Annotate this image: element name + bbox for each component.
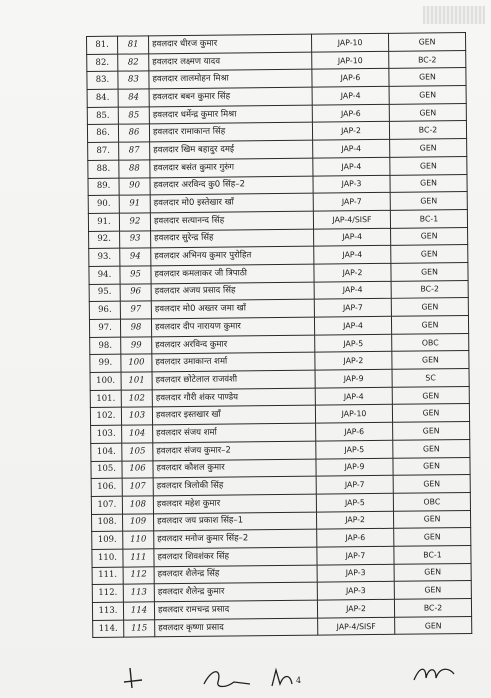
category-cell: GEN [393, 475, 470, 493]
unit-cell: JAP-2 [315, 352, 392, 370]
name-cell: हवलदार संजय शर्मा [153, 423, 316, 442]
list-number-cell: 94 [120, 248, 151, 266]
unit-cell: JAP-10 [312, 51, 389, 69]
name-cell: हवलदार संजय कुमार–2 [153, 441, 316, 460]
unit-cell: JAP-4 [312, 86, 389, 104]
category-cell: GEN [394, 563, 471, 581]
list-number-cell: 102 [121, 390, 152, 408]
name-cell: हवलदार अरविन्द कुमार [152, 335, 315, 354]
list-number-cell: 86 [118, 124, 149, 142]
name-cell: हवलदार धीरज कुमार [149, 34, 312, 53]
name-cell: हवलदार बसंत कुमार गुरुंग [150, 158, 313, 177]
name-cell: हवलदार कमलाकर जी त्रिपाठी [151, 264, 314, 283]
unit-cell: JAP-4 [314, 281, 391, 299]
list-number-cell: 111 [123, 549, 154, 567]
name-cell: हवलदार अरविन्द कु0 सिंह–2 [150, 176, 313, 195]
category-cell: GEN [393, 510, 470, 528]
list-number-cell: 81 [118, 36, 149, 54]
serial-number-cell: 81. [87, 36, 118, 54]
unit-cell: JAP-7 [317, 546, 394, 564]
serial-number-cell: 88. [88, 160, 119, 178]
page-number: 4 [296, 676, 302, 685]
unit-cell: JAP-2 [316, 511, 393, 529]
category-cell: BC-1 [394, 545, 471, 563]
serial-number-cell: 83. [87, 72, 118, 90]
list-number-cell: 114 [123, 602, 154, 620]
unit-cell: JAP-6 [312, 69, 389, 87]
unit-cell: JAP-6 [316, 422, 393, 440]
serial-number-cell: 102. [90, 408, 121, 426]
list-number-cell: 92 [119, 213, 150, 231]
name-cell: हवलदार महेश कुमार [153, 494, 316, 513]
list-number-cell: 106 [122, 460, 153, 478]
name-cell: हवलदार कृष्णा प्रसाद [155, 618, 318, 637]
list-number-cell: 96 [120, 283, 151, 301]
unit-cell: JAP-5 [316, 440, 393, 458]
list-number-cell: 97 [120, 301, 151, 319]
name-cell: हवलदार उमाकान्त शर्मा [152, 352, 315, 371]
list-number-cell: 90 [119, 177, 150, 195]
category-cell: BC-2 [389, 50, 466, 68]
name-cell: हवलदार अजय प्रसाद सिंह [151, 282, 314, 301]
category-cell: GEN [390, 156, 467, 174]
unit-cell: JAP-6 [312, 104, 389, 122]
unit-cell: JAP-4 [314, 246, 391, 264]
name-cell: हवलदार सुरेन्द्र सिंह [151, 229, 314, 248]
serial-number-cell: 89. [88, 178, 119, 196]
list-number-cell: 93 [120, 230, 151, 248]
unit-cell: JAP-7 [313, 193, 390, 211]
list-number-cell: 107 [122, 478, 153, 496]
category-cell: BC-2 [394, 598, 471, 616]
category-cell: GEN [389, 103, 466, 121]
list-number-cell: 91 [119, 195, 150, 213]
signature-2 [200, 666, 260, 692]
list-number-cell: 88 [119, 160, 150, 178]
name-cell: हवलदार अभिनय कुमार पुरोहित [151, 246, 314, 265]
list-number-cell: 95 [120, 266, 151, 284]
category-cell: GEN [391, 316, 468, 334]
list-number-cell: 115 [124, 620, 155, 638]
serial-number-cell: 96. [89, 301, 120, 319]
name-cell: हवलदार बबन कुमार सिंह [149, 87, 312, 106]
serial-number-cell: 82. [87, 54, 118, 72]
unit-cell: JAP-2 [312, 122, 389, 140]
name-cell: हवलदार लालमोहन मिश्रा [149, 70, 312, 89]
name-cell: हवलदार सत्यानन्द सिंह [150, 211, 313, 230]
unit-cell: JAP-7 [314, 299, 391, 317]
serial-number-cell: 86. [87, 125, 118, 143]
unit-cell: JAP-2 [317, 599, 394, 617]
name-cell: हवलदार शैलेन्द्र कुमार [154, 582, 317, 601]
category-cell: GEN [395, 616, 472, 634]
category-cell: OBC [393, 492, 470, 510]
serial-number-cell: 110. [92, 549, 123, 567]
serial-number-cell: 103. [91, 425, 122, 443]
signature-1 [120, 664, 160, 692]
category-cell: GEN [393, 439, 470, 457]
name-cell: हवलदार त्रिलोकी सिंह [153, 476, 316, 495]
list-number-cell: 105 [122, 443, 153, 461]
name-cell: हवलदार गौरी शंकर पाण्डेय [152, 388, 315, 407]
serial-number-cell: 114. [93, 620, 124, 638]
name-cell: हवलदार रामाकान्त सिंह [149, 123, 312, 142]
unit-cell: JAP-5 [315, 334, 392, 352]
scan-mark [423, 6, 485, 24]
serial-number-cell: 98. [90, 337, 121, 355]
list-number-cell: 103 [121, 407, 152, 425]
serial-number-cell: 104. [91, 443, 122, 461]
unit-cell: JAP-9 [315, 369, 392, 387]
unit-cell: JAP-2 [314, 263, 391, 281]
category-cell: GEN [390, 192, 467, 210]
category-cell: GEN [393, 422, 470, 440]
category-cell: GEN [390, 174, 467, 192]
list-number-cell: 113 [123, 584, 154, 602]
name-cell: हवलदार इस्तखार खाँ [152, 406, 315, 425]
unit-cell: JAP-3 [317, 582, 394, 600]
serial-number-cell: 105. [91, 461, 122, 479]
signature-4 [410, 660, 470, 690]
category-cell: OBC [392, 333, 469, 351]
name-cell: हवलदार मनोज कुमार सिंह–2 [154, 529, 317, 548]
list-number-cell: 98 [120, 319, 151, 337]
serial-number-cell: 97. [89, 319, 120, 337]
serial-number-cell: 94. [89, 266, 120, 284]
serial-number-cell: 90. [88, 195, 119, 213]
category-cell: BC-1 [390, 209, 467, 227]
list-number-cell: 100 [121, 354, 152, 372]
list-number-cell: 110 [123, 531, 154, 549]
name-cell: हवलदार मो0 इस्तेखार खाँ [150, 193, 313, 212]
roster-body [87, 33, 472, 638]
category-cell: GEN [394, 528, 471, 546]
category-cell: GEN [393, 457, 470, 475]
serial-number-cell: 111. [92, 567, 123, 585]
name-cell: हवलदार जय प्रकाश सिंह–1 [154, 512, 317, 531]
unit-cell: JAP-3 [313, 175, 390, 193]
serial-number-cell: 84. [87, 89, 118, 107]
serial-number-cell: 108. [92, 514, 123, 532]
unit-cell: JAP-4 [314, 228, 391, 246]
name-cell: हवलदार छोटेलाल राजवंशी [152, 370, 315, 389]
unit-cell: JAP-3 [317, 564, 394, 582]
list-number-cell: 87 [119, 142, 150, 160]
unit-cell: JAP-7 [316, 475, 393, 493]
name-cell: हवलदार शिवशंकर सिंह [154, 547, 317, 566]
serial-number-cell: 87. [88, 142, 119, 160]
category-cell: GEN [388, 33, 465, 51]
category-cell: GEN [392, 351, 469, 369]
name-cell: हवलदार दीप नारायण कुमार [151, 317, 314, 336]
serial-number-cell: 93. [89, 248, 120, 266]
list-number-cell: 84 [118, 89, 149, 107]
category-cell: SC [392, 369, 469, 387]
category-cell: GEN [391, 245, 468, 263]
name-cell: हवलदार खिम बहादुर दमई [150, 140, 313, 159]
list-number-cell: 104 [122, 425, 153, 443]
serial-number-cell: 101. [90, 390, 121, 408]
category-cell: GEN [391, 227, 468, 245]
name-cell: हवलदार कौशल कुमार [153, 459, 316, 478]
category-cell: GEN [392, 404, 469, 422]
unit-cell: JAP-4/SISF [313, 210, 390, 228]
category-cell: GEN [394, 581, 471, 599]
serial-number-cell: 109. [92, 531, 123, 549]
roster-table [86, 32, 472, 638]
category-cell: GEN [391, 298, 468, 316]
unit-cell: JAP-10 [315, 405, 392, 423]
unit-cell: JAP-4/SISF [318, 617, 395, 635]
table-row [93, 616, 472, 638]
list-number-cell: 99 [121, 337, 152, 355]
unit-cell: JAP-6 [317, 529, 394, 547]
serial-number-cell: 100. [90, 372, 121, 390]
unit-cell: JAP-5 [316, 493, 393, 511]
serial-number-cell: 112. [92, 584, 123, 602]
list-number-cell: 109 [123, 513, 154, 531]
serial-number-cell: 106. [91, 478, 122, 496]
unit-cell: JAP-4 [314, 316, 391, 334]
name-cell: हवलदार मो0 अख्तर जमा खाँ [151, 299, 314, 318]
unit-cell: JAP-4 [315, 387, 392, 405]
list-number-cell: 108 [122, 496, 153, 514]
serial-number-cell: 85. [87, 107, 118, 125]
unit-cell: JAP-4 [313, 139, 390, 157]
roster-sheet [86, 32, 471, 668]
serial-number-cell: 95. [89, 284, 120, 302]
name-cell: हवलदार लक्ष्मण यादव [149, 52, 312, 71]
name-cell: हवलदार रामचन्द्र प्रसाद [154, 600, 317, 619]
category-cell: GEN [391, 262, 468, 280]
list-number-cell: 82 [118, 54, 149, 72]
list-number-cell: 101 [121, 372, 152, 390]
unit-cell: JAP-4 [313, 157, 390, 175]
list-number-cell: 83 [118, 71, 149, 89]
name-cell: हवलदार धर्मेन्द्र कुमार मिश्रा [149, 105, 312, 124]
name-cell: हवलदार शैलेन्द्र सिंह [154, 565, 317, 584]
list-number-cell: 85 [118, 107, 149, 125]
serial-number-cell: 92. [89, 231, 120, 249]
serial-number-cell: 113. [92, 602, 123, 620]
category-cell: GEN [389, 68, 466, 86]
unit-cell: JAP-9 [316, 458, 393, 476]
unit-cell: JAP-10 [311, 33, 388, 51]
category-cell: BC-2 [389, 121, 466, 139]
serial-number-cell: 99. [90, 355, 121, 373]
category-cell: GEN [389, 86, 466, 104]
serial-number-cell: 91. [88, 213, 119, 231]
serial-number-cell: 107. [91, 496, 122, 514]
category-cell: GEN [390, 139, 467, 157]
category-cell: GEN [392, 386, 469, 404]
category-cell: BC-2 [391, 280, 468, 298]
list-number-cell: 112 [123, 566, 154, 584]
